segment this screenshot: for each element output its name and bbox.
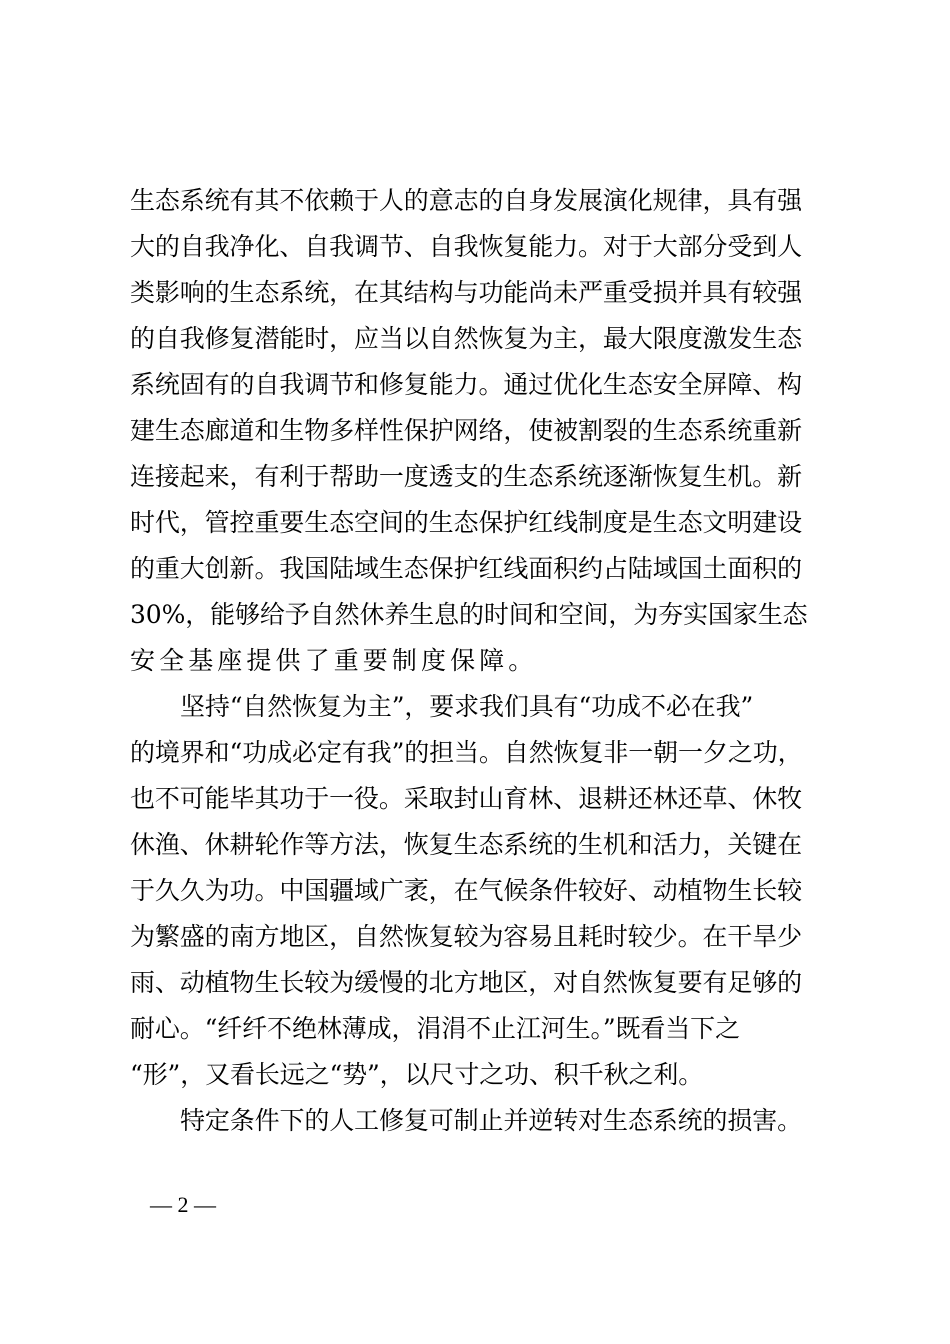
document-body — [130, 178, 835, 1144]
text-line: 雨、动植物生长较为缓慢的北方地区，对自然恢复要有足够的 — [130, 968, 803, 997]
text-line: 安全基座提供了重要制度保障。 — [130, 646, 538, 675]
text-line: 坚持“自然恢复为主”，要求我们具有“功成不必在我” — [180, 692, 754, 721]
text-line: 30%，能够给予自然休养生息的时间和空间，为夯实国家生态 — [130, 600, 808, 629]
text-line: 特定条件下的人工修复可制止并逆转对生态系统的损害。 — [180, 1106, 803, 1135]
text-line: 连接起来，有利于帮助一度透支的生态系统逐渐恢复生机。新 — [130, 462, 803, 491]
text-line: 的重大创新。我国陆域生态保护红线面积约占陆域国土面积的 — [130, 554, 803, 583]
text-line: 生态系统有其不依赖于人的意志的自身发展演化规律，具有强 — [130, 186, 803, 215]
text-line: 系统固有的自我调节和修复能力。通过优化生态安全屏障、构 — [130, 370, 803, 399]
text-line: 类影响的生态系统，在其结构与功能尚未严重受损并具有较强 — [130, 278, 803, 307]
text-line: 于久久为功。中国疆域广袤，在气候条件较好、动植物生长较 — [130, 876, 803, 905]
text-line: 休渔、休耕轮作等方法，恢复生态系统的生机和活力，关键在 — [130, 830, 803, 859]
text-line: 建生态廊道和生物多样性保护网络，使被割裂的生态系统重新 — [130, 416, 803, 445]
paragraph-3 — [130, 1098, 835, 1144]
page-number: — 2 — — [150, 1192, 216, 1217]
text-line: 时代，管控重要生态空间的生态保护红线制度是生态文明建设 — [130, 508, 803, 537]
text-line: “形”，又看长远之“势”，以尺寸之功、积千秋之利。 — [130, 1060, 704, 1089]
text-line: 也不可能毕其功于一役。采取封山育林、退耕还林还草、休牧 — [130, 784, 803, 813]
paragraph-2 — [130, 684, 835, 1098]
text-line: 大的自我净化、自我调节、自我恢复能力。对于大部分受到人 — [130, 232, 803, 261]
text-line: 耐心。“纤纤不绝林薄成，涓涓不止江河生。”既看当下之 — [130, 1014, 740, 1043]
paragraph-1 — [130, 178, 835, 684]
text-line: 的自我修复潜能时，应当以自然恢复为主，最大限度激发生态 — [130, 324, 803, 353]
text-line: 的境界和“功成必定有我”的担当。自然恢复非一朝一夕之功， — [130, 738, 803, 767]
text-line: 为繁盛的南方地区，自然恢复较为容易且耗时较少。在干旱少 — [130, 922, 803, 951]
